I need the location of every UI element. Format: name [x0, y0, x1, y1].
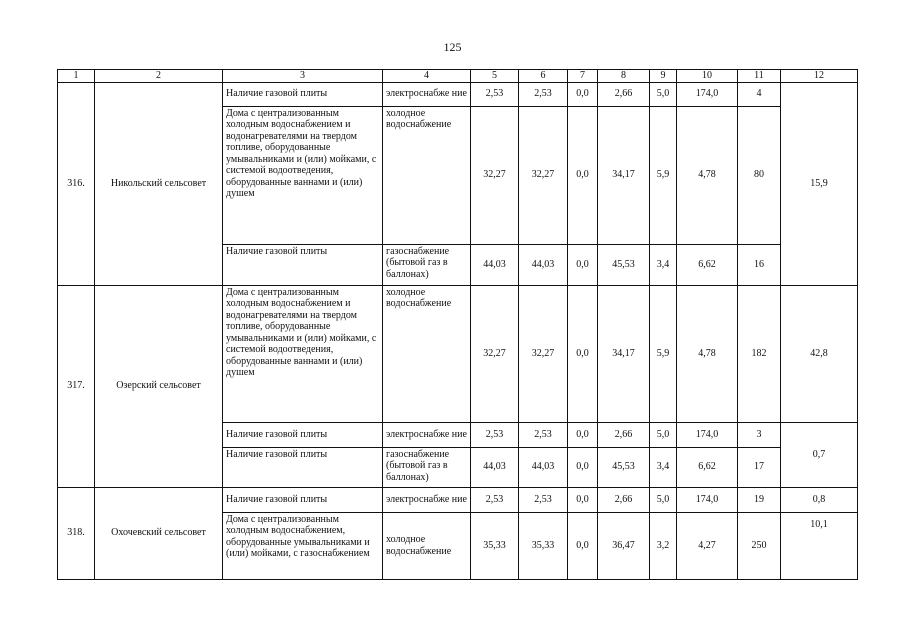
tariff-table — [57, 69, 858, 580]
value-cell: 44,03 — [519, 447, 568, 487]
value-cell: 45,53 — [598, 447, 650, 487]
value-cell: 4,27 — [677, 512, 738, 579]
housing-type: Дома с централизованным холодным водоснабжением и водонагревателями на твердом топливе, оборудованные умывальниками и (или) мойками, с системой водоотведения, оборудованные ваннами и (или) душем — [223, 106, 383, 244]
value-cell: 10,1 — [781, 512, 858, 579]
settlement-name: Озерский сельсовет — [95, 285, 223, 487]
housing-type: Наличие газовой плиты — [223, 82, 383, 106]
value-cell: 16 — [738, 244, 781, 285]
value-cell: 5,0 — [650, 487, 677, 512]
value-cell: 0,7 — [781, 422, 858, 487]
value-cell: 44,03 — [471, 447, 519, 487]
value-cell: 36,47 — [598, 512, 650, 579]
value-cell: 32,27 — [519, 285, 568, 422]
value-cell: 2,53 — [519, 487, 568, 512]
service-type: холодное водоснабжение — [383, 285, 471, 422]
service-type: газоснабжение (бытовой газ в баллонах) — [383, 447, 471, 487]
value-cell: 0,0 — [568, 447, 598, 487]
value-cell: 2,66 — [598, 422, 650, 447]
value-cell: 3,4 — [650, 447, 677, 487]
col-header: 8 — [598, 70, 650, 83]
value-cell: 19 — [738, 487, 781, 512]
col-header: 1 — [58, 70, 95, 83]
service-type: электроснабже ние — [383, 487, 471, 512]
col-header: 5 — [471, 70, 519, 83]
value-cell: 4,78 — [677, 285, 738, 422]
value-cell: 3 — [738, 422, 781, 447]
value-cell: 2,53 — [471, 82, 519, 106]
value-cell: 174,0 — [677, 422, 738, 447]
value-cell: 2,53 — [471, 487, 519, 512]
value-cell: 3,2 — [650, 512, 677, 579]
col-header: 3 — [223, 70, 383, 83]
col-header: 6 — [519, 70, 568, 83]
value-cell: 174,0 — [677, 487, 738, 512]
col-header: 2 — [95, 70, 223, 83]
value-cell: 174,0 — [677, 82, 738, 106]
value-cell: 32,27 — [519, 106, 568, 244]
service-type: газоснабжение (бытовой газ в баллонах) — [383, 244, 471, 285]
row-number: 316. — [58, 82, 95, 285]
col-header: 10 — [677, 70, 738, 83]
housing-type: Дома с централизованным холодным водоснабжением и водонагревателями на твердом топливе, оборудованные умывальниками и (или) мойками, с системой водоотведения, оборудованные ваннами и (или) душем — [223, 285, 383, 422]
value-cell: 2,66 — [598, 82, 650, 106]
value-cell: 35,33 — [519, 512, 568, 579]
service-type: холодное водоснабжение — [383, 512, 471, 579]
value-cell: 44,03 — [471, 244, 519, 285]
value-cell: 2,53 — [519, 82, 568, 106]
value-cell: 0,0 — [568, 487, 598, 512]
table-row — [58, 82, 858, 106]
housing-type: Наличие газовой плиты — [223, 422, 383, 447]
value-cell: 42,8 — [781, 285, 858, 422]
value-cell: 2,53 — [519, 422, 568, 447]
service-type: холодное водоснабжение — [383, 106, 471, 244]
value-cell: 2,53 — [471, 422, 519, 447]
housing-type: Дома с централизованным холодным водоснабжением, оборудованные умывальниками и (или) мойками, с газоснабжением — [223, 512, 383, 579]
value-cell: 15,9 — [781, 82, 858, 285]
value-cell: 35,33 — [471, 512, 519, 579]
value-cell: 5,9 — [650, 285, 677, 422]
col-header: 11 — [738, 70, 781, 83]
value-cell: 45,53 — [598, 244, 650, 285]
value-cell: 32,27 — [471, 106, 519, 244]
value-cell: 5,9 — [650, 106, 677, 244]
value-cell: 44,03 — [519, 244, 568, 285]
value-cell: 0,0 — [568, 512, 598, 579]
housing-type: Наличие газовой плиты — [223, 447, 383, 487]
value-cell: 0,0 — [568, 244, 598, 285]
settlement-name: Охочевский сельсовет — [95, 487, 223, 579]
header-row — [58, 70, 858, 83]
value-cell: 6,62 — [677, 447, 738, 487]
value-cell: 32,27 — [471, 285, 519, 422]
value-cell: 5,0 — [650, 422, 677, 447]
value-cell: 0,0 — [568, 106, 598, 244]
value-cell: 6,62 — [677, 244, 738, 285]
value-cell: 250 — [738, 512, 781, 579]
value-cell: 4 — [738, 82, 781, 106]
value-cell: 182 — [738, 285, 781, 422]
table-row — [58, 487, 858, 512]
col-header: 9 — [650, 70, 677, 83]
housing-type: Наличие газовой плиты — [223, 244, 383, 285]
page-number: 125 — [443, 40, 462, 54]
value-cell: 17 — [738, 447, 781, 487]
value-cell: 3,4 — [650, 244, 677, 285]
col-header: 7 — [568, 70, 598, 83]
value-cell: 2,66 — [598, 487, 650, 512]
value-cell: 5,0 — [650, 82, 677, 106]
value-cell: 0,0 — [568, 422, 598, 447]
col-header: 12 — [781, 70, 858, 83]
value-cell: 80 — [738, 106, 781, 244]
value-cell: 4,78 — [677, 106, 738, 244]
value-cell: 34,17 — [598, 285, 650, 422]
value-cell: 0,8 — [781, 487, 858, 512]
service-type: электроснабже ние — [383, 82, 471, 106]
table-row — [58, 285, 858, 422]
housing-type: Наличие газовой плиты — [223, 487, 383, 512]
value-cell: 34,17 — [598, 106, 650, 244]
value-cell: 0,0 — [568, 285, 598, 422]
service-type: электроснабже ние — [383, 422, 471, 447]
row-number: 317. — [58, 285, 95, 487]
col-header: 4 — [383, 70, 471, 83]
value-cell: 0,0 — [568, 82, 598, 106]
settlement-name: Никольский сельсовет — [95, 82, 223, 285]
row-number: 318. — [58, 487, 95, 579]
